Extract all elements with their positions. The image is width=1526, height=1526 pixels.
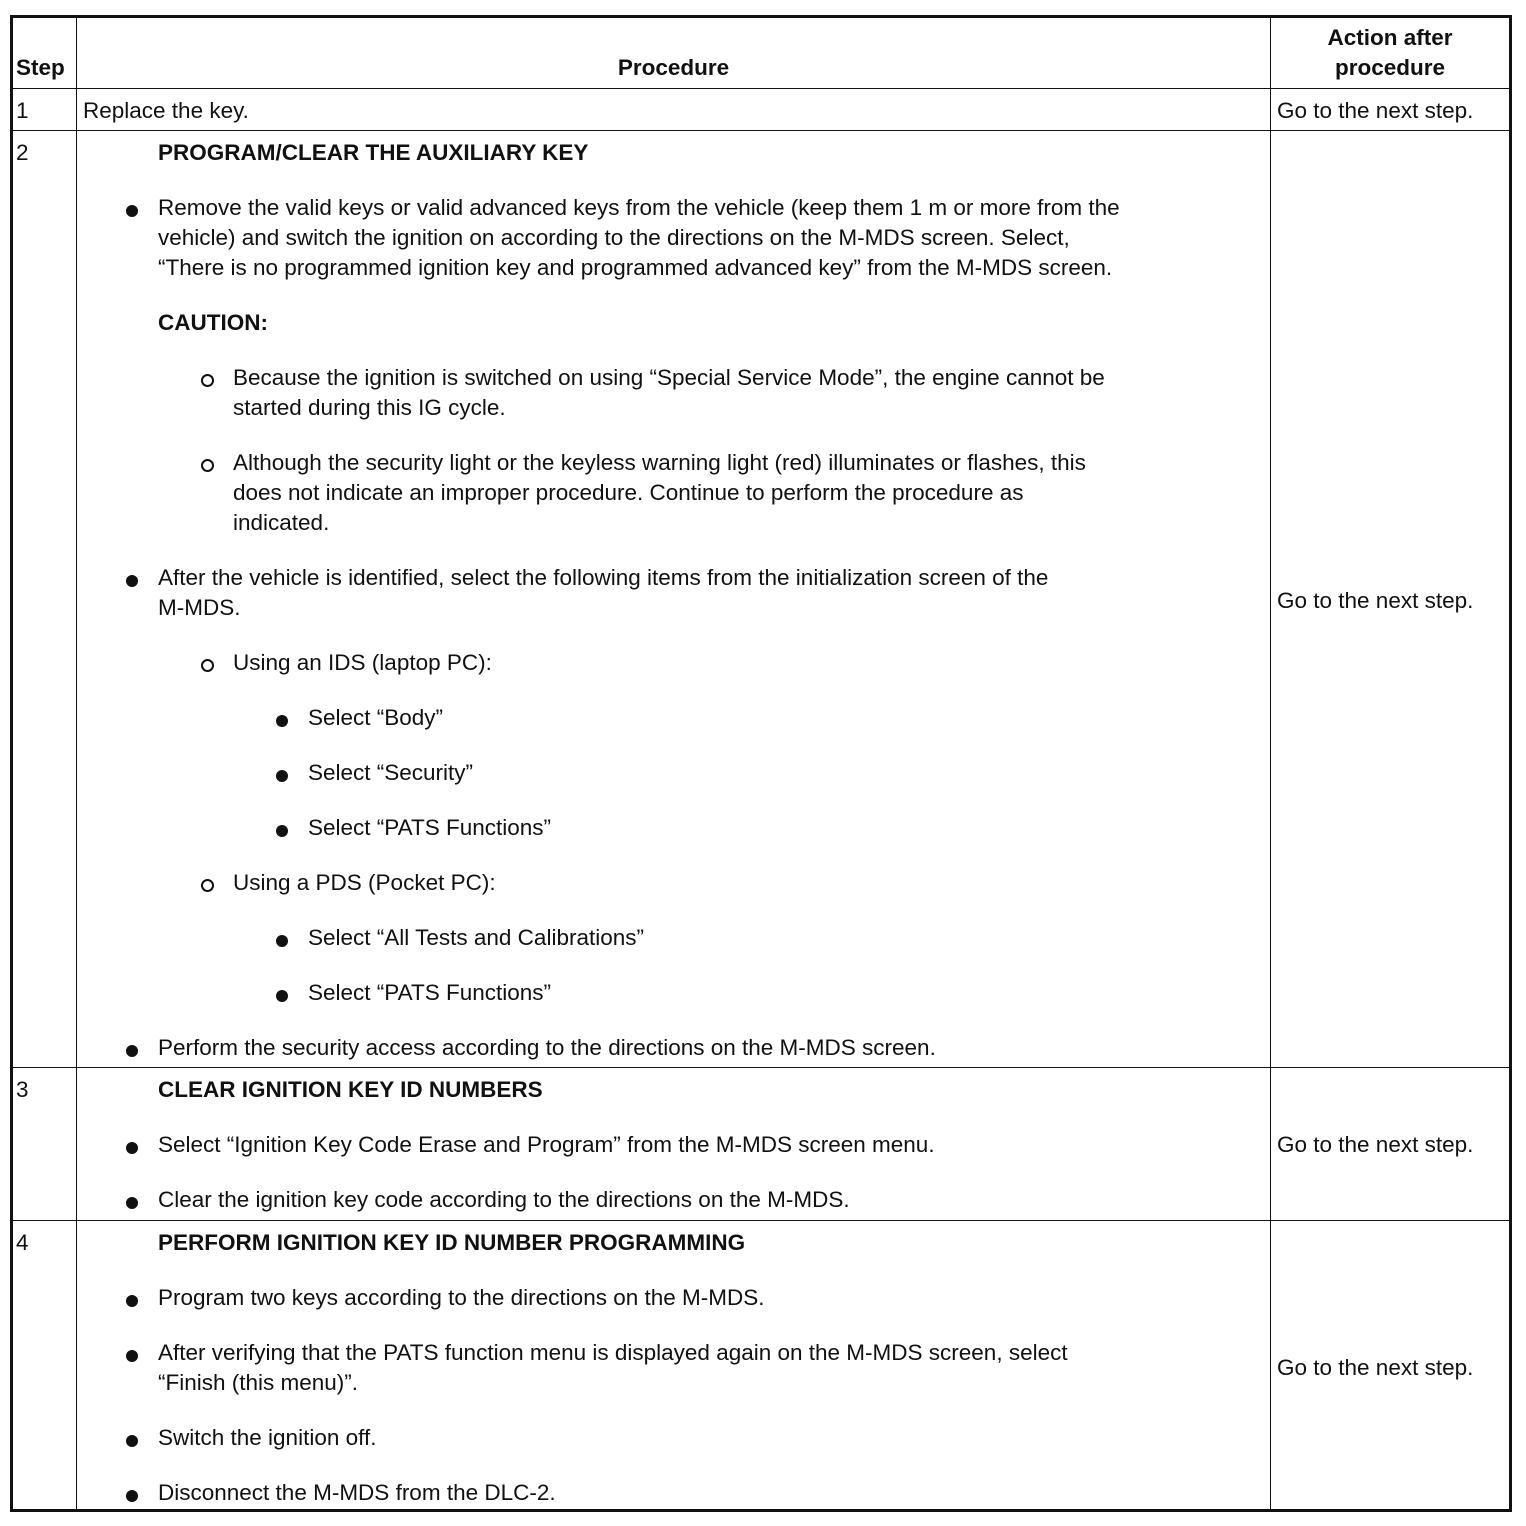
pds-item-pats: Select “PATS Functions” xyxy=(308,980,551,1005)
bullet-icon xyxy=(126,1435,138,1447)
caution-item-1-line-1: Because the ignition is switched on using “Special Service Mode”, the engine cannot be xyxy=(233,365,1105,390)
bullet-icon xyxy=(276,935,288,947)
procedure-table xyxy=(10,15,1512,1512)
row-4-bullet-1: Program two keys according to the directions on the M-MDS. xyxy=(158,1285,765,1310)
ids-option: Using an IDS (laptop PC): xyxy=(233,650,492,675)
caution-heading: CAUTION: xyxy=(158,310,268,335)
row-2-bullet-1-line-1: Remove the valid keys or valid advanced keys from the vehicle (keep them 1 m or more from the xyxy=(158,195,1120,220)
row-4-bullet-4: Disconnect the M-MDS from the DLC-2. xyxy=(158,1480,556,1505)
ids-item-body: Select “Body” xyxy=(308,705,444,730)
column-divider xyxy=(1270,18,1271,1509)
caution-item-2-line-2: does not indicate an improper procedure. Continue to perform the procedure as xyxy=(233,480,1024,505)
bullet-icon xyxy=(126,1142,138,1154)
row-2-title: PROGRAM/CLEAR THE AUXILIARY KEY xyxy=(158,140,589,165)
row-3-action: Go to the next step. xyxy=(1277,1132,1474,1157)
row-4-bullet-2-line-2: “Finish (this menu)”. xyxy=(158,1370,359,1395)
row-4-bullet-3: Switch the ignition off. xyxy=(158,1425,377,1450)
row-1-action: Go to the next step. xyxy=(1277,98,1474,123)
bullet-icon xyxy=(126,1490,138,1502)
row-2-step: 2 xyxy=(16,140,29,165)
bullet-icon xyxy=(126,1350,138,1362)
column-divider xyxy=(76,18,77,1509)
row-4-step: 4 xyxy=(16,1230,29,1255)
ids-item-security: Select “Security” xyxy=(308,760,474,785)
row-2-bullet-2-line-1: After the vehicle is identified, select the following items from the initialization screen of the xyxy=(158,565,1049,590)
bullet-icon xyxy=(276,825,288,837)
bullet-icon xyxy=(276,770,288,782)
row-1-procedure: Replace the key. xyxy=(83,98,249,123)
row-3-title: CLEAR IGNITION KEY ID NUMBERS xyxy=(158,1077,543,1102)
row-divider xyxy=(13,1067,1509,1068)
caution-item-1-line-2: started during this IG cycle. xyxy=(233,395,506,420)
row-2-bullet-1-line-2: vehicle) and switch the ignition on according to the directions on the M-MDS screen. Select, xyxy=(158,225,1070,250)
row-2-action: Go to the next step. xyxy=(1277,588,1474,613)
row-3-bullet-2: Clear the ignition key code according to the directions on the M-MDS. xyxy=(158,1187,850,1212)
row-3-step: 3 xyxy=(16,1077,29,1102)
bullet-icon xyxy=(126,1295,138,1307)
caution-item-2-line-3: indicated. xyxy=(233,510,330,535)
bullet-icon xyxy=(276,990,288,1002)
row-3-bullet-1: Select “Ignition Key Code Erase and Program” from the M-MDS screen menu. xyxy=(158,1132,935,1157)
row-1-step: 1 xyxy=(16,98,29,123)
header-procedure: Procedure xyxy=(617,55,730,80)
row-divider xyxy=(13,1220,1509,1221)
row-4-bullet-2-line-1: After verifying that the PATS function menu is displayed again on the M-MDS screen, select xyxy=(158,1340,1068,1365)
caution-item-2-line-1: Although the security light or the keyless warning light (red) illuminates or flashes, this xyxy=(233,450,1086,475)
bullet-icon xyxy=(126,1045,138,1057)
bullet-icon xyxy=(276,715,288,727)
row-4-action: Go to the next step. xyxy=(1277,1355,1474,1380)
ids-item-pats: Select “PATS Functions” xyxy=(308,815,551,840)
row-2-bullet-2-line-2: M-MDS. xyxy=(158,595,241,620)
header-action-line2: procedure xyxy=(1334,55,1446,80)
row-4-title: PERFORM IGNITION KEY ID NUMBER PROGRAMMING xyxy=(158,1230,746,1255)
pds-option: Using a PDS (Pocket PC): xyxy=(233,870,496,895)
circle-bullet-icon xyxy=(201,374,214,387)
circle-bullet-icon xyxy=(201,659,214,672)
header-action-line1: Action after xyxy=(1327,25,1453,50)
circle-bullet-icon xyxy=(201,879,214,892)
header-step: Step xyxy=(16,55,65,80)
bullet-icon xyxy=(126,205,138,217)
bullet-icon xyxy=(126,575,138,587)
row-2-bullet-3: Perform the security access according to the directions on the M-MDS screen. xyxy=(158,1035,936,1060)
row-divider xyxy=(13,130,1509,131)
row-divider xyxy=(13,88,1509,89)
row-2-bullet-1-line-3: “There is no programmed ignition key and programmed advanced key” from the M-MDS screen. xyxy=(158,255,1113,280)
bullet-icon xyxy=(126,1197,138,1209)
circle-bullet-icon xyxy=(201,459,214,472)
pds-item-all-tests: Select “All Tests and Calibrations” xyxy=(308,925,644,950)
